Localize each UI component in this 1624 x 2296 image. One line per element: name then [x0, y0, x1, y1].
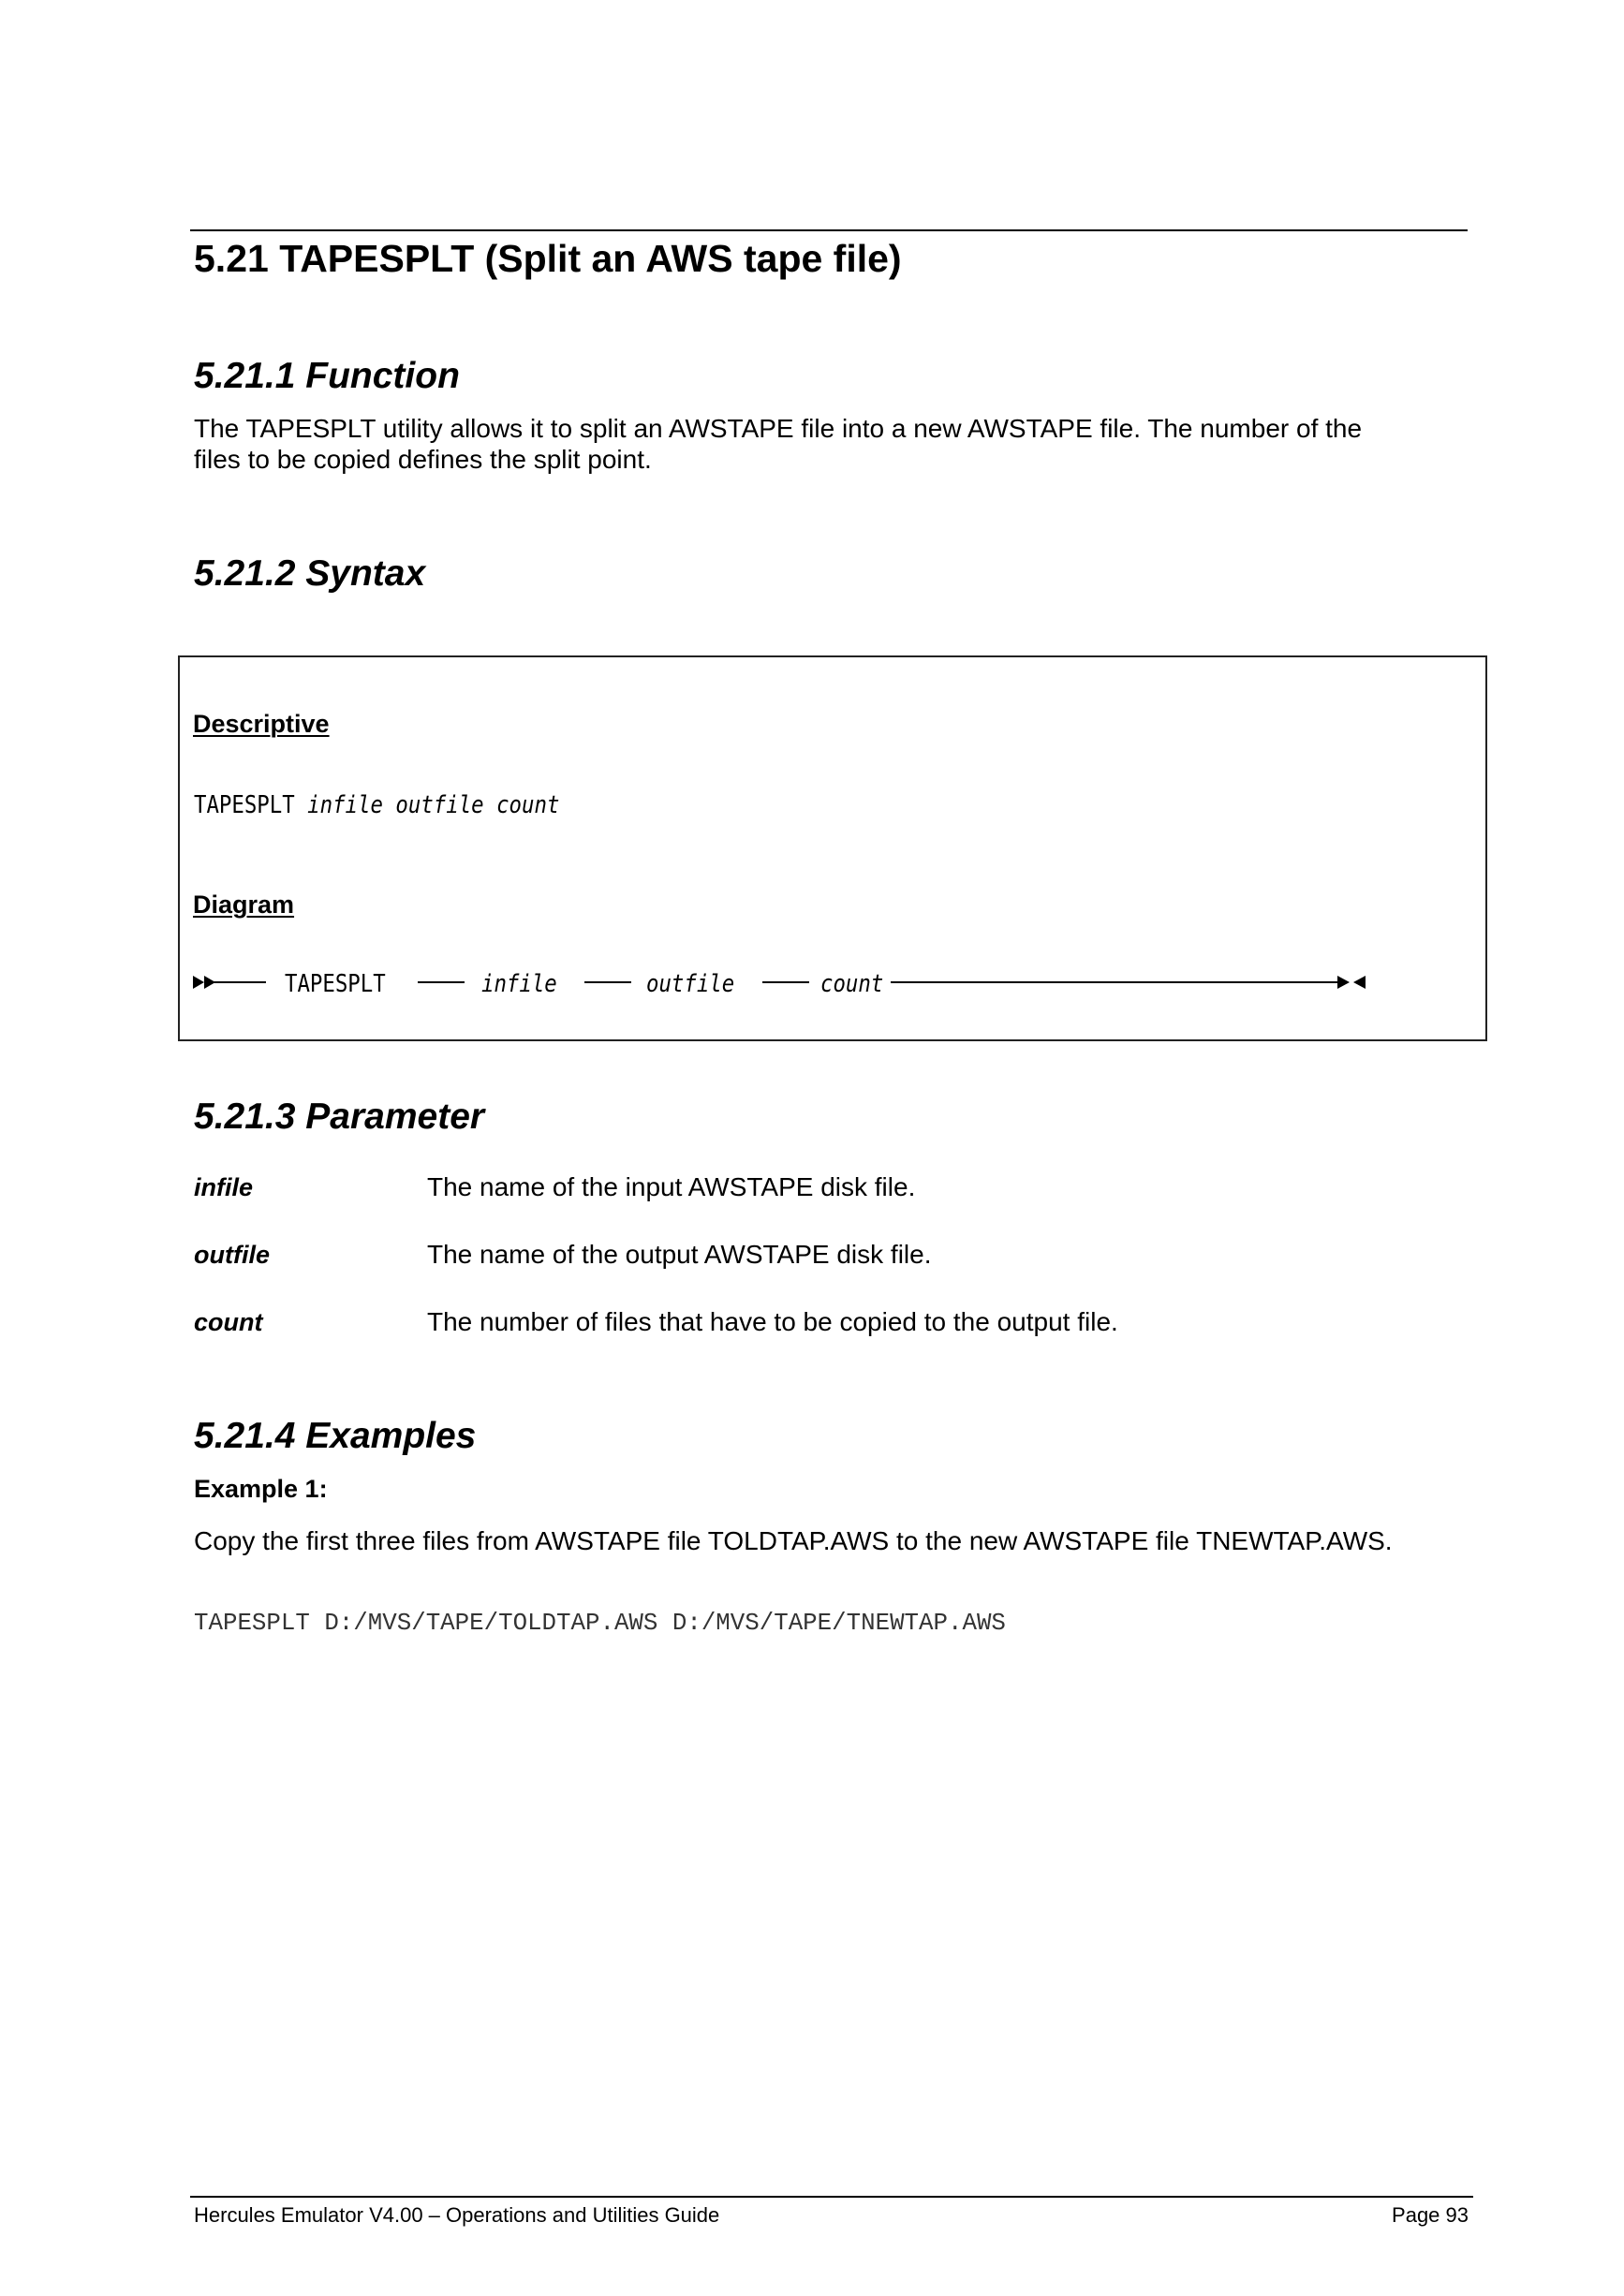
diagram-line [891, 981, 1338, 983]
parameter-heading: 5.21.3 Parameter [194, 1096, 485, 1137]
parameter-description: The number of files that have to be copied to the output file. [427, 1307, 1118, 1336]
footer-rule [190, 2196, 1473, 2198]
function-heading: 5.21.1 Function [194, 356, 460, 396]
example-title: Example 1: [194, 1475, 328, 1503]
parameter-description: The name of the input AWSTAPE disk file. [427, 1172, 916, 1201]
parameter-name: infile [194, 1173, 254, 1201]
function-text-line-1: The TAPESPLT utility allows it to split an AWSTAPE file into a new AWSTAPE file. The number of the [194, 414, 1363, 443]
section-title: 5.21 TAPESPLT (Split an AWS tape file) [194, 237, 902, 280]
footer-title: Hercules Emulator V4.00 – Operations and Utilities Guide [194, 2203, 720, 2227]
parameter-name: count [194, 1308, 263, 1336]
parameter-name: outfile [194, 1241, 270, 1269]
descriptive-args: infile outfile count [307, 791, 560, 819]
example-description: Copy the first three files from AWSTAPE file TOLDTAP.AWS to the new AWSTAPE file TNEWTAP.AWS. [194, 1526, 1393, 1555]
diagram-line [418, 981, 465, 983]
diagram-command: TAPESPLT [285, 970, 386, 998]
diagram-line [214, 981, 266, 983]
diagram-arg-text: count [820, 970, 884, 998]
header-rule [190, 229, 1468, 231]
examples-heading: 5.21.4 Examples [194, 1416, 477, 1456]
function-text-line-2: files to be copied defines the split point. [194, 445, 652, 474]
example-code: TAPESPLT D:/MVS/TAPE/TOLDTAP.AWS D:/MVS/TAPE/TNEWTAP.AWS [194, 1610, 1006, 1637]
diagram-label: Diagram [193, 890, 295, 919]
diagram-arg-infile [481, 972, 557, 996]
diagram-arg-text: outfile [646, 970, 735, 998]
descriptive-syntax [194, 793, 559, 817]
diagram-arg-outfile [646, 972, 734, 996]
descriptive-label: Descriptive [193, 710, 330, 738]
diagram-line [762, 981, 809, 983]
diagram-line [584, 981, 631, 983]
diagram-arg-count [820, 972, 883, 996]
descriptive-command: TAPESPLT [194, 791, 295, 819]
diagram-arg-text: infile [481, 970, 557, 998]
syntax-heading: 5.21.2 Syntax [194, 553, 426, 594]
parameter-description: The name of the output AWSTAPE disk file. [427, 1240, 932, 1269]
page-number: Page 93 [1392, 2203, 1469, 2227]
